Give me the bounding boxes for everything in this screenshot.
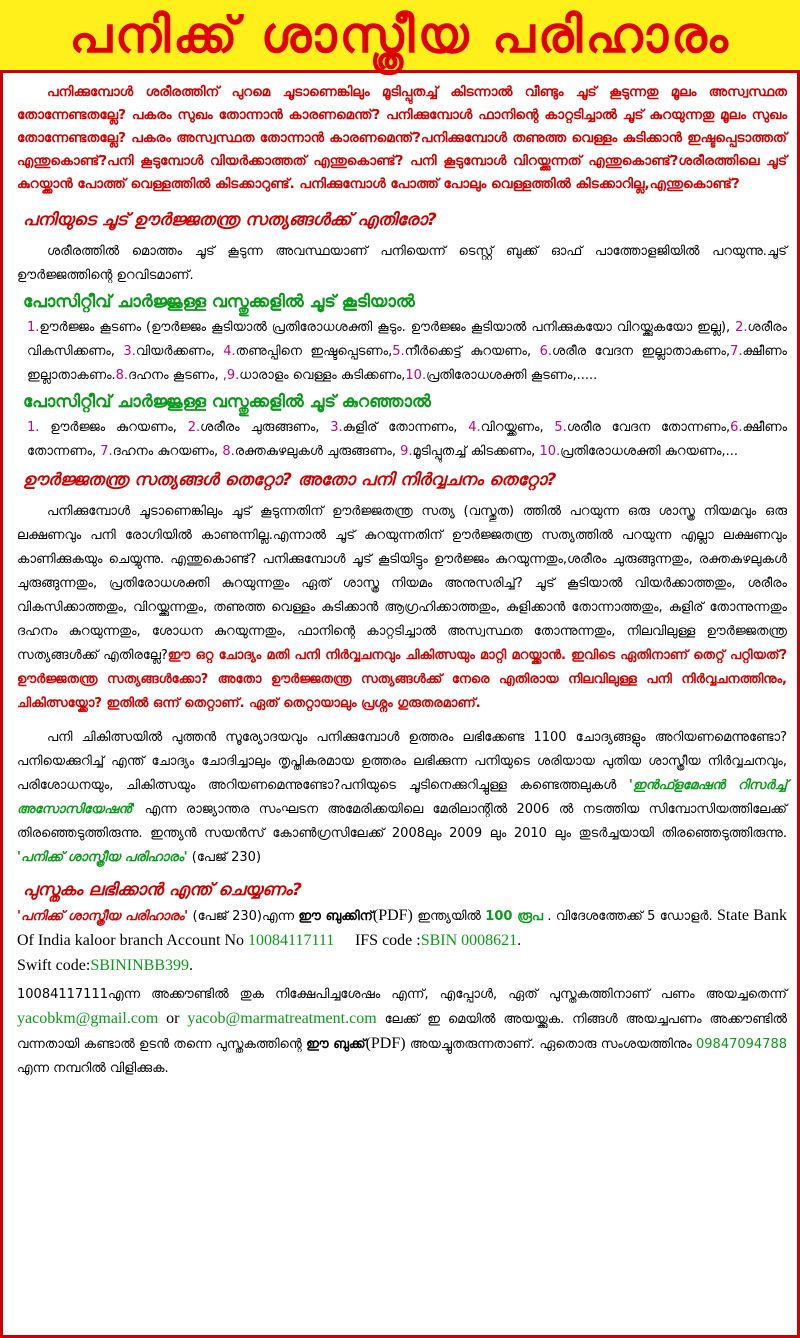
section-heading-purchase: പുസ്തകം ലഭിക്കാൻ എന്ത് ചെയ്യണം? [23, 880, 302, 900]
list-item-number: 5. [554, 420, 567, 435]
symptom-list-heat-decrease [17, 416, 787, 464]
research-text-2: എന്ന രാജ്യാന്തര സംഘടന അമേരിക്കയിലെ മേരിലാന്റിൽ 2006 ൽ നടത്തിയ സിമ്പോസിയത്തിലേക്ക് തിരഞ്ഞെടുത്തിരുന്നു. ഇന്ത്യൻ സയൻസ് കോൺഗ്രസിലേക്ക് 2008ലും 2009 ലും 2010 ലും തുടർച്ചയായി തിരഞ്ഞെടുത്തിരുന്നു. [17, 802, 787, 841]
swift-end: . [189, 957, 194, 974]
ifs-end: . [517, 932, 522, 949]
list-item-number: 10. [405, 368, 427, 383]
book-title: 'പനിക്ക് ശാസ്ത്രീയ പരിഹാരം' [17, 850, 188, 865]
symptom-list-heat-increase [17, 316, 787, 388]
ebook-label-2: ഈ ബുക്ക് [306, 1037, 366, 1052]
section-heading-fever-heat: പനിയുടെ ചൂട് ഊർജ്ജതന്ത്ര സത്യങ്ങൾക്ക് എതിരോ? [23, 210, 437, 230]
purchase-text-3: . വിദേശത്തേക്ക് 5 ഡോളർ. [543, 909, 717, 924]
list-item-text: ഊർജ്ജം കൂടണം (ഊർജ്ജം കൂടിയാൽ പ്രതിരോധശക്തി കൂടും. ഊർജ്ജം കൂടിയാൽ പനിക്കുകയോ വിറയ്ക്കുകയോ ഇല്ല), [39, 320, 736, 335]
payment-text-3: അയച്ചുതരുന്നതാണ്. ഏതൊരു സംശയത്തിനും [405, 1037, 697, 1052]
list-item-number: 3. [123, 344, 136, 359]
list-item-number: 5. [392, 344, 405, 359]
payment-text-4: എന്ന നമ്പറിൽ വിളിക്കുക. [17, 1061, 169, 1076]
purchase-details [17, 904, 787, 979]
list-item-number: 7. [730, 344, 743, 359]
list-item-number: 10. [539, 444, 561, 459]
payment-text-2: ലേക്ക് ഇ മെയിൽ അയയ്ക്കുക. നിങ്ങൾ അയച്ചപണം അക്കൗണ്ടിൽ വന്നതായി കണ്ടാൽ ഉടൻ തന്നെ പുസ്തകത്തിന്റെ [17, 1012, 788, 1052]
list-item-text: ദഹനം കൂടണം, [128, 368, 223, 383]
list-item-number: ,9. [222, 368, 240, 383]
list-item-number: 2. [735, 320, 748, 335]
pdf-label: (PDF) [372, 907, 413, 924]
payment-text-1: 10084117111എന്ന അക്കൗണ്ടിൽ തുക നിക്ഷേപിച്ചശേഷം എന്ന്, എപ്പോൾ, ഏത് പുസ്തകത്തിനാണ് പണം അയച്ചതെന്ന് [17, 987, 787, 1002]
physics-truths-text: പനിക്കുമ്പോൾ ചൂടാണെങ്കിലും ചൂട് കൂടുന്നതിന് ഊർജ്ജതന്ത്ര സത്യ (വസ്തുത) ത്തിൽ പറയുന്ന ഒരു ശാസ്ത്ര നിയമവും ഒരു ലക്ഷണവും പനി രോഗിയിൽ കാണുന്നില്ല.എന്നാൽ ചൂട് കുറയുന്നതിന് ഊർജ്ജതന്ത്ര സത്യത്തിൽ പറയുന്ന എല്ലാ ലക്ഷണവും കാണിക്കുകയും ചെയ്യുന്നു. എന്തുകൊണ്ട്? പനിക്കുമ്പോൾ ചൂട് കൂടിയിട്ടും ഊർജ്ജം കുറയുന്നതും,ശരീരം ചുരുങ്ങുന്നതും, രക്തകുഴലുകൾ ചുരുങ്ങുന്നതും, പ്രതിരോധശക്തി കുറയുന്നതും ഏത് ശാസ്ത്ര നിയമം അനുസരിച്ച്? ചൂട് കൂടിയാൽ വിയർക്കാത്തതും, ശരീരം വികസിക്കാത്തതും, വിറയ്ക്കുന്നതും, തണുത്ത വെള്ളം കുടിക്കാൻ ആഗ്രഹിക്കാത്തതും, കുളിക്കാൻ തോന്നാത്തതും, കുളിര് തോന്നുന്നതും ദഹനം കുറയുന്നതും, ശോധന കുറയുന്നതും, ഫാനിന്റെ കാറ്റടിച്ചാൽ അസ്വസ്ഥത തോന്നുന്നതും, നിലവിലുള്ള ഊർജ്ജതന്ത്ര സത്യങ്ങൾക്ക് എതിരല്ലേ? [17, 504, 787, 663]
purchase-text-2: ഇന്ത്യയിൽ [412, 909, 486, 924]
list-item-number: 8. [115, 368, 129, 383]
section-heading-physics-truths: ഊർജ്ജതന്ത്ര സത്യങ്ങൾ തെറ്റോ? അതോ പനി നിർവ്വചനം തെറ്റോ? [23, 470, 557, 490]
list-item-text: തണുപ്പിനെ ഇഷ്ടപ്പെടണം, [235, 344, 393, 359]
list-item-number: 6. [539, 344, 552, 359]
account-number: 10084117111 [248, 932, 335, 949]
list-item-text: ധാരാളം വെള്ളം കുടിക്കണം, [239, 368, 406, 383]
section-text-physics-truths [17, 500, 787, 716]
list-item-number: 1. [27, 420, 40, 435]
physics-truths-highlight: ഈ ഒറ്റ ചോദ്യം മതി പനി നിർവ്വചനവും ചികിത്സയും മാറ്റി മറയ്ക്കാൻ. ഇവിടെ ഏതിനാണ് തെറ്റ് പറ്റിയത്? ഊർജ്ജതന്ത്ര സത്യങ്ങൾക്കോ? അതോ ഊർജ്ജതന്ത്ര സത്യങ്ങൾക്ക് നേരെ എതിരായ നിലവിലുള്ള പനി നിർവ്വചനത്തിനും, ചികിത്സയ്ക്കോ? ഇതിൽ ഒന്ന് തെറ്റാണ്. ഏത് തെറ്റായാലും പ്രശ്നം ഗുരുതരമാണ്. [17, 648, 787, 711]
list-item-text: പ്രതിരോധശക്തി കൂടണം,..... [426, 368, 598, 383]
list-item-number: 8. [222, 444, 235, 459]
list-item-number: 2. [187, 420, 201, 435]
bank-name: State Bank Of India kaloor branch Account No [17, 907, 788, 949]
ifs-code: SBIN 0008621 [420, 932, 518, 949]
section-heading-heat-increase: പോസിറ്റീവ് ചാർജ്ജുള്ള വസ്തുക്കളിൽ ചൂട് കൂടിയാൽ [23, 292, 415, 312]
email-link-1[interactable]: yacobkm@gmail.com [17, 1010, 159, 1027]
list-item-text: വിയർക്കണം, [135, 344, 224, 359]
email-link-2[interactable]: yacob@marmatreatment.com [187, 1010, 377, 1027]
list-item-text: ശരീരം ചുരുങ്ങണം, [200, 420, 331, 435]
pdf-label-2: (PDF) [365, 1035, 406, 1052]
section-text-fever-heat: ശരീരത്തിൽ മൊത്തം ചൂട് കൂടുന്ന അവസ്ഥയാണ് പനിയെന്ന് ടെസ്റ്റ് ബുക്ക് ഓഫ് പാത്തോളജിയിൽ പറയുന്നു.ചൂട് ഊർജ്ജത്തിന്റെ ഉറവിടമാണ്. [17, 244, 787, 283]
organization-name: 'ഇൻഫ്ളമേഷൻ റിസർച്ച് അസോസിയേഷൻ' [17, 778, 787, 817]
swift-label: Swift code: [17, 957, 91, 974]
list-item-number: 6. [730, 420, 743, 435]
book-pages: (പേജ് 230) [187, 850, 262, 865]
payment-instructions [17, 983, 787, 1081]
list-item-text: ശരീരം വികസിക്കണം, [27, 320, 787, 359]
section-text-research [17, 726, 787, 870]
list-item-text: ശരീര വേദന തോന്നണം, [566, 420, 731, 435]
list-item-text: ദഹനം കുറയണം, [112, 444, 223, 459]
title-banner [0, 0, 800, 73]
list-item-text: രക്തകുഴലുകൾ ചുരുങ്ങണം, [234, 444, 401, 459]
price: 100 രൂപ [485, 909, 544, 924]
list-item-number: 1. [27, 320, 40, 335]
list-item-text: മൂടിപ്പുതച്ച് കിടക്കണം, [412, 444, 540, 459]
phone-number[interactable]: 09847094788 [696, 1037, 787, 1052]
list-item-number: 4. [223, 344, 236, 359]
list-item-number: 3. [330, 420, 343, 435]
list-item-text: ക്ഷീണം തോന്നണം, [27, 420, 788, 459]
list-item-text: പ്രതിരോധശക്തി കുറയണം,... [560, 444, 738, 459]
list-item-number: 4. [468, 420, 481, 435]
list-item-text: നീർക്കെട്ട് കുറയണം, [404, 344, 540, 359]
ebook-label: ഈ ബുക്കിന് [298, 909, 373, 924]
page-title: പനിക്ക് ശാസ്ത്രീയ പരിഹാരം [69, 5, 731, 64]
purchase-book-title: 'പനിക്ക് ശാസ്ത്രീയ പരിഹാരം' [17, 909, 189, 924]
section-heading-heat-decrease: പോസിറ്റീവ് ചാർജ്ജുള്ള വസ്തുക്കളിൽ ചൂട് കുറഞ്ഞാൽ [23, 392, 431, 412]
purchase-text-1: (പേജ് 230)എന്ന [188, 909, 299, 924]
email-or: or [158, 1010, 188, 1027]
ifs-label: IFS code : [354, 932, 421, 949]
list-item-text: വിറയ്ക്കണം, [480, 420, 555, 435]
list-item-text: ഊർജ്ജം കുറയണം, [39, 420, 188, 435]
swift-code: SBININBB399 [90, 957, 190, 974]
research-text-1: പനി ചികിത്സയിൽ പുത്തൻ സൂര്യോദയവും പനിക്കുമ്പോൾ ഉത്തരം ലഭിക്കേണ്ട 1100 ചോദ്യങ്ങളും അറിയണമെന്നുണ്ടോ? പനിയെക്കുറിച്ച് എന്ത് ചോദ്യം ചോദിച്ചാലും തൃപ്തികരമായ ഉത്തരം ലഭിക്കുന്ന പനിയുടെ ശരിയായ പുതിയ ശാസ്ത്രീയ നിർവ്വചനവും, പരിശോധനയും, ചികിത്സയും അറിയണമെന്നുണ്ടോ?പനിയുടെ ചൂടിനെക്കുറിച്ചുള്ള കണ്ടെത്തലുകൾ [17, 730, 787, 793]
article [0, 73, 800, 1338]
list-item-text: ക്ഷീണം ഇല്ലാതാകണം. [27, 344, 787, 383]
list-item-number: 7. [100, 444, 113, 459]
list-item-text: കുളിര് തോന്നണം, [342, 420, 469, 435]
intro-paragraph: പനിക്കുമ്പോൾ ശരീരത്തിന് പുറമെ ചൂടാണെങ്കിലും മൂടിപ്പുതച്ച് കിടന്നാൽ വീണ്ടും ചൂട് കൂടുന്നതു മൂലം അസ്വസ്ഥത തോന്നേണ്ടതല്ലേ? പകരം സുഖം തോന്നാൻ കാരണമെന്ത്? പനിക്കുമ്പോൾ ഫാനിന്റെ കാറ്റടിച്ചാൽ ചൂട് കുറയുന്നതു മൂലം സുഖം തോന്നേണ്ടതല്ലേ? പകരം അസ്വസ്ഥത തോന്നാൻ കാരണമെന്ത്?പനിക്കുമ്പോൾ തണുത്ത വെള്ളം കുടിക്കാൻ ഇഷ്ടപ്പെടാത്തത് എന്തുകൊണ്ട്?പനി കൂടുമ്പോൾ വിയർക്കാത്തത് എന്തുകൊണ്ട്? പനി കൂടുമ്പോൾ വിറയ്ക്കുന്നത് എന്തുകൊണ്ട്?ശരീരത്തിലെ ചൂട് കുറയ്ക്കാൻ പോത്ത് വെള്ളത്തിൽ കിടക്കാറുണ്ട്. പനിക്കുമ്പോൾ പോത്ത് പോലും വെള്ളത്തിൽ കിടക്കാറില്ല,എന്തുകൊണ്ട്? [17, 84, 788, 192]
list-item-text: ശരീര വേദന ഇല്ലാതാകണം, [552, 344, 731, 359]
list-item-number: 9. [400, 444, 413, 459]
